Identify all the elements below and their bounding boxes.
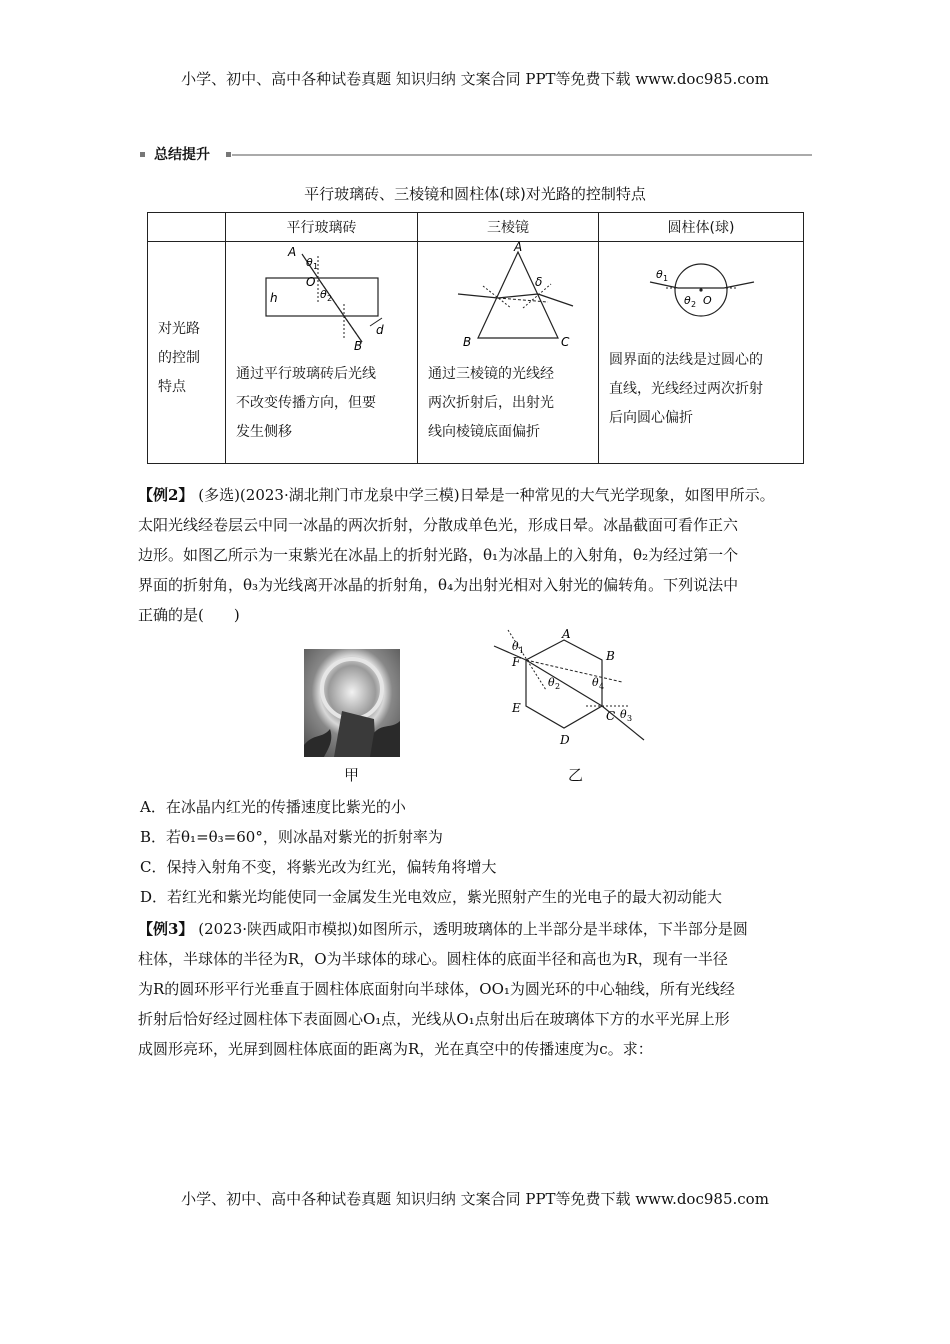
label-theta2: θ <box>548 676 555 689</box>
hexagon-shape <box>526 640 605 728</box>
example-2-question <box>138 480 818 630</box>
cell-text-line: 两次折射后，出射光 <box>428 395 554 411</box>
exit-ray <box>538 294 573 306</box>
label-A: A <box>514 242 523 254</box>
question-line: 边形。如图乙所示为一束紫光在冰晶上的折射光路，θ₁为冰晶上的入射角，θ₂为经过第一个 <box>138 546 739 564</box>
label-D: D <box>560 733 570 747</box>
question-line: (2023·陕西咸阳市模拟)如图所示，透明玻璃体的上半部分是半球体，下半部分是圆 <box>198 920 748 938</box>
exit-ray <box>724 282 754 288</box>
prism-shape <box>478 252 558 338</box>
figure-caption-jia: 甲 <box>344 766 360 784</box>
option-a: A．在冰晶内红光的传播速度比紫光的小 <box>140 798 406 816</box>
label-C: C <box>561 335 570 349</box>
label-theta2: θ <box>319 288 327 301</box>
section-heading <box>140 144 812 166</box>
cell-text-line: 通过三棱镜的光线经 <box>428 366 554 382</box>
glass-slab-diagram <box>232 242 412 354</box>
label-A: A <box>562 627 571 641</box>
bullet-square-icon <box>226 152 231 157</box>
comparison-table <box>147 212 804 464</box>
cell-text-line: 发生侧移 <box>236 424 292 440</box>
label-d: d <box>375 323 384 337</box>
label-h: h <box>269 291 278 305</box>
internal-ray <box>526 660 605 706</box>
question-line: (多选)(2023·湖北荆门市龙泉中学三模)日晕是一种常见的大气光学现象，如图甲所示。 <box>198 486 775 504</box>
label-O: O <box>305 275 315 289</box>
label-theta1-sub: 1 <box>663 274 669 283</box>
column-header: 平行玻璃砖 <box>226 213 418 242</box>
extended-ray <box>526 660 622 682</box>
cell-text-line: 线向棱镜底面偏折 <box>428 424 540 440</box>
question-line: 界面的折射角，θ₃为光线离开冰晶的折射角，θ₄为出射光相对入射光的偏转角。下列说法中 <box>138 576 739 594</box>
prism-diagram <box>423 242 593 354</box>
cylinder-diagram <box>606 242 796 326</box>
question-line: 柱体，半球体的半径为R，O为半球体的球心。圆柱体的底面半径和高也为R，现有一半径 <box>138 950 728 968</box>
label-delta: δ <box>535 275 543 289</box>
example-tag: 【例2】 <box>138 486 194 504</box>
label-B: B <box>463 335 472 349</box>
question-line: 为R的圆环形平行光垂直于圆柱体底面射向半球体，OO₁为圆光环的中心轴线，所有光线经 <box>138 980 735 998</box>
label-theta4: θ <box>592 676 599 689</box>
cell-text-line: 通过平行玻璃砖后光线 <box>236 366 376 382</box>
table-header-row <box>148 213 804 242</box>
hexagon-diagram <box>488 626 670 760</box>
label-theta4-sub: 4 <box>599 682 605 691</box>
row-label-line: 特点 <box>158 379 186 395</box>
column-header: 圆柱体(球) <box>599 213 804 242</box>
table-corner-cell <box>148 213 226 242</box>
figure-caption-yi: 乙 <box>568 766 584 784</box>
column-header: 三棱镜 <box>418 213 599 242</box>
option-b: B．若θ₁=θ₃=60°，则冰晶对紫光的折射率为 <box>140 828 443 846</box>
example-3-question <box>138 914 818 1064</box>
page-footer: 小学、初中、高中各种试卷真题 知识归纳 文案合同 PPT等免费下载 www.doc985.com <box>181 1190 769 1208</box>
table-cell-prism <box>418 242 599 464</box>
cell-text-line: 后向圆心偏折 <box>609 410 693 426</box>
row-label-line: 的控制 <box>158 350 200 366</box>
question-line: 太阳光线经卷层云中同一冰晶的两次折射，分散成单色光，形成日晕。冰晶截面可看作正六 <box>138 516 739 534</box>
table-cell-cylinder <box>599 242 804 464</box>
label-theta1: θ <box>656 268 663 281</box>
label-theta3-sub: 3 <box>627 714 633 723</box>
label-A: A <box>287 245 296 259</box>
section-divider <box>232 154 812 156</box>
cell-text-line: 圆界面的法线是过圆心的 <box>609 352 763 368</box>
label-theta2-sub: 2 <box>691 300 697 309</box>
bullet-square-icon <box>140 152 145 157</box>
label-theta1-sub: 1 <box>519 646 525 655</box>
incident-ray <box>458 294 498 298</box>
question-line: 折射后恰好经过圆柱体下表面圆心O₁点，光线从O₁点射出后在玻璃体下方的水平光屏上形 <box>138 1010 730 1028</box>
cell-text-line: 不改变传播方向，但要 <box>236 395 376 411</box>
internal-ray <box>498 294 538 298</box>
label-C: C <box>606 709 616 723</box>
cell-text-line: 直线，光线经过两次折射 <box>609 381 763 397</box>
label-theta3: θ <box>620 708 627 721</box>
example-tag: 【例3】 <box>138 920 194 938</box>
option-d: D．若红光和紫光均能使同一金属发生光电效应，紫光照射产生的光电子的最大初动能大 <box>140 888 723 906</box>
table-title: 平行玻璃砖、三棱镜和圆柱体(球)对光路的控制特点 <box>304 185 646 203</box>
label-O: O <box>703 294 712 307</box>
label-theta2: θ <box>684 294 691 307</box>
row-label <box>148 242 226 464</box>
option-c: C．保持入射角不变，将紫光改为红光，偏转角将增大 <box>140 858 497 876</box>
label-F: F <box>512 655 521 669</box>
label-theta2-sub: 2 <box>555 682 561 691</box>
label-B: B <box>606 649 615 663</box>
label-B: B <box>353 339 362 353</box>
halo-photo <box>304 649 400 757</box>
label-theta1: θ <box>305 256 313 269</box>
label-theta2-sub: 2 <box>326 294 332 303</box>
section-label: 总结提升 <box>154 147 210 163</box>
table-cell-glass-slab <box>226 242 418 464</box>
label-theta1-sub: 1 <box>312 262 318 271</box>
question-line: 成圆形亮环，光屏到圆柱体底面的距离为R，光在真空中的传播速度为c。求： <box>138 1040 653 1058</box>
label-E: E <box>512 701 521 715</box>
center-point <box>699 288 702 291</box>
table-row <box>148 242 804 464</box>
question-line: 正确的是( ) <box>138 606 240 624</box>
label-theta1: θ <box>512 640 519 653</box>
row-label-line: 对光路 <box>158 321 200 337</box>
page-header: 小学、初中、高中各种试卷真题 知识归纳 文案合同 PPT等免费下载 www.doc985.com <box>181 70 769 88</box>
